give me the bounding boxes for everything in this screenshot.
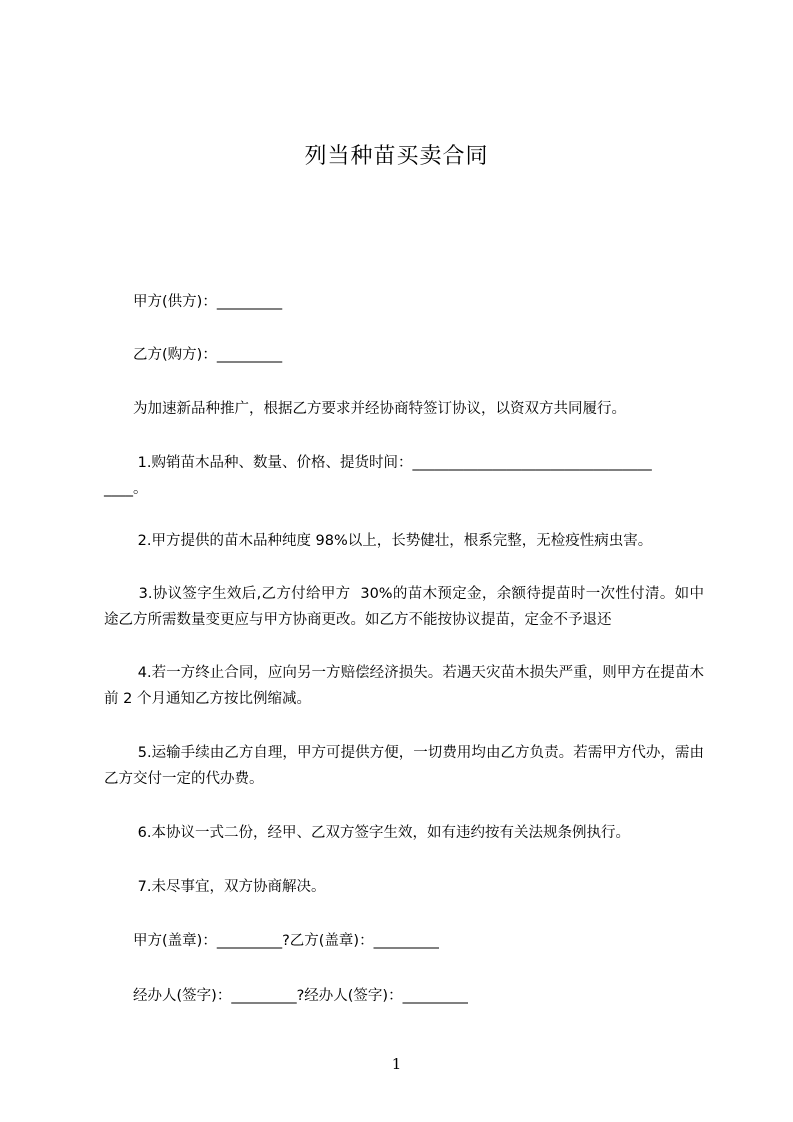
document-title: 列当种苗买卖合同 [304, 144, 489, 169]
clause-5: 5.运输手续由乙方自理，甲方可提供方便，一切费用均由乙方负责。若需甲方代办，需由乙方交付一定的代办费。 [104, 745, 704, 787]
clause-6: 6.本协议一式二份，经甲、乙双方签字生效，如有违约按有关法规条例执行。 [104, 825, 630, 841]
clause-4: 4.若一方终止合同，应向另一方赔偿经济损失。若遇天灾苗木损失严重，则甲方在提苗木前 2 个月通知乙方按比例缩减。 [104, 665, 704, 707]
clause-7: 7.未尽事宜，双方协商解决。 [104, 879, 326, 895]
agent-signature-line: 经办人(签字)：_________?经办人(签字)：_________ [104, 988, 468, 1004]
intro-paragraph: 为加速新品种推广，根据乙方要求并经协商特签订协议，以资双方共同履行。 [104, 401, 626, 417]
party-b-line: 乙方(购方)：_________ [104, 347, 283, 363]
page-number: 1 [391, 1055, 402, 1073]
party-a-line: 甲方(供方)：_________ [104, 294, 283, 310]
clause-3: 3.协议签字生效后,乙方付给甲方 30%的苗木预定金，余额待提苗时一次性付清。如中途乙方所需数量变更应与甲方协商更改。如乙方不能按协议提苗，定金不予退还 [104, 586, 704, 628]
clause-1: 1.购销苗木品种、数量、价格、提货时间：_________________________________ ____。 [104, 455, 652, 497]
seal-signature-line: 甲方(盖章)：_________?乙方(盖章)：_________ [104, 933, 439, 949]
clause-2: 2.甲方提供的苗木品种纯度 98%以上，长势健壮，根系完整，无检疫性病虫害。 [104, 533, 653, 549]
